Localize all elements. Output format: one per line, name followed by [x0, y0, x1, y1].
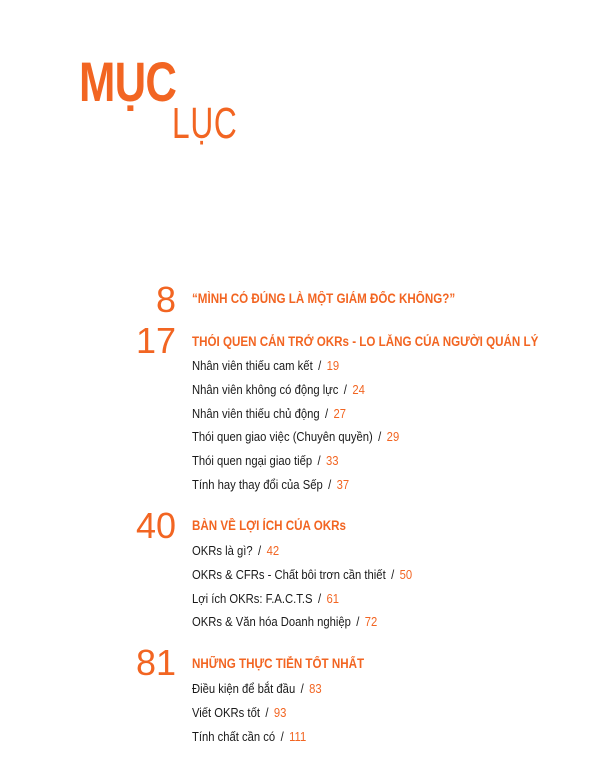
entry-page-number: 33	[326, 454, 339, 469]
toc-entry[interactable]	[192, 729, 322, 753]
title-sub: LỤC	[172, 99, 238, 148]
entry-separator: /	[300, 682, 304, 696]
section-title[interactable]: “MÌNH CÓ ĐÚNG LÀ MỘT GIÁM ĐỐC KHÔNG?”	[192, 291, 456, 306]
toc-entry[interactable]	[192, 429, 399, 453]
entry-list	[192, 681, 336, 752]
entry-page-number: 72	[364, 615, 378, 630]
toc-entry[interactable]	[192, 453, 399, 477]
entry-separator: /	[343, 382, 347, 397]
entry-separator: /	[258, 544, 262, 558]
entry-page-number: 37	[336, 477, 350, 492]
entry-label: Thói quen ngại giao tiếp	[192, 454, 313, 469]
entry-label: Nhân viên thiếu chủ động	[192, 406, 320, 421]
section-page-number: 8	[155, 279, 176, 320]
entry-label: OKRs là gì?	[192, 544, 253, 558]
entry-page-number: 24	[352, 382, 365, 397]
entry-separator: /	[265, 705, 269, 720]
entry-page-number: 50	[399, 567, 413, 582]
entry-separator: /	[317, 591, 322, 606]
section-page-number: 81	[135, 642, 176, 683]
entry-page-number: 27	[333, 406, 347, 421]
section-title[interactable]: NHỮNG THỰC TIỄN TỐT NHẤT	[192, 656, 365, 671]
entry-label: Thói quen giao việc (Chuyên quyền)	[192, 430, 373, 445]
entry-separator: /	[378, 430, 382, 445]
entry-label: Tính chất cần có	[192, 729, 276, 744]
entry-label: Tính hay thay đổi của Sếp	[192, 477, 323, 492]
toc-entry[interactable]	[192, 543, 412, 567]
toc-entry[interactable]	[192, 406, 399, 430]
toc-entry[interactable]	[192, 382, 399, 406]
section-title[interactable]: BÀN VỀ LỢI ÍCH CỦA OKRs	[192, 518, 346, 533]
toc-entry[interactable]	[192, 477, 399, 501]
entry-label: OKRs & CFRs - Chất bôi trơn cần thiết	[192, 567, 386, 582]
toc-entry[interactable]	[192, 705, 322, 729]
toc-entry[interactable]	[192, 358, 399, 382]
toc-entry[interactable]	[192, 614, 412, 638]
entry-page-number: 83	[309, 682, 322, 696]
entry-separator: /	[318, 359, 322, 373]
entry-list	[192, 358, 422, 501]
entry-separator: /	[328, 477, 332, 492]
toc-entry[interactable]	[192, 681, 322, 705]
entry-separator: /	[391, 567, 395, 582]
entry-page-number: 61	[326, 591, 339, 606]
entry-separator: /	[356, 615, 360, 630]
section-page-number: 17	[135, 320, 176, 361]
entry-page-number: 93	[273, 705, 287, 720]
entry-page-number: 111	[289, 729, 307, 744]
entry-page-number: 42	[266, 544, 280, 558]
entry-separator: /	[317, 454, 321, 469]
entry-separator: /	[280, 729, 284, 744]
entry-page-number: 19	[326, 359, 340, 373]
entry-page-number: 29	[386, 430, 400, 445]
section-title[interactable]: THÓI QUEN CẢN TRỞ OKRs - LO LẮNG CỦA NGƯỜI QUẢN LÝ	[192, 334, 539, 349]
entry-label: Viết OKRs tốt	[192, 705, 260, 720]
toc-entry[interactable]	[192, 567, 412, 591]
entry-list	[192, 543, 437, 638]
entry-separator: /	[325, 406, 329, 421]
title-main: MỤC	[79, 50, 177, 113]
entry-label: Điều kiện để bắt đầu	[192, 682, 296, 696]
entry-label: Nhân viên thiếu cam kết	[192, 359, 313, 373]
entry-label: OKRs & Văn hóa Doanh nghiệp	[192, 615, 351, 630]
entry-label: Nhân viên không có động lực	[192, 382, 339, 397]
entry-label: Lợi ích OKRs: F.A.C.T.S	[192, 591, 313, 606]
toc-entry[interactable]	[192, 591, 412, 615]
section-page-number: 40	[135, 505, 176, 546]
